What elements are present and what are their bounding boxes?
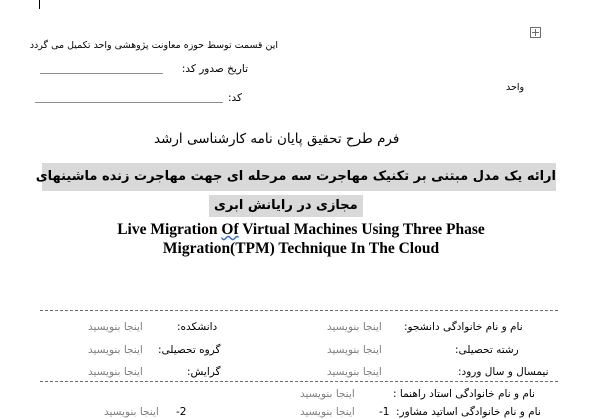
advisor-2-number: -2: [176, 406, 187, 418]
thesis-title-fa-line1: ارائه یک مدل مبتنی بر تکنیک مهاجرت سه مرحله ای جهت مهاجرت زنده ماشینهای: [42, 163, 556, 191]
code-label: کد:: [227, 92, 242, 104]
supervisor-value[interactable]: اینجا بنویسید: [300, 388, 355, 400]
code-field[interactable]: [35, 102, 223, 103]
major-label: رشته تحصیلی:: [455, 344, 519, 356]
form-title: فرم طرح تحقیق پایان نامه کارشناسی ارشد: [154, 131, 400, 147]
thesis-title-en-line2: Migration(TPM) Technique In The Cloud: [162, 240, 440, 257]
title-en-part2: Virtual Machines Using Three Phase: [238, 221, 485, 238]
thesis-title-fa-line2: مجازی در رایانش ابری: [209, 195, 363, 217]
header-note: این قسمت توسط حوزه معاونت پژوهشی واحد تکمیل می گردد: [29, 40, 278, 51]
title-en-of: Of: [221, 221, 239, 238]
advisor-2-value[interactable]: اینجا بنویسید: [104, 406, 159, 418]
text-cursor: [39, 0, 40, 9]
issue-date-label: تاریخ صدور کد:: [181, 63, 248, 75]
advisor-1-number: -1: [379, 406, 390, 418]
major-value[interactable]: اینجا بنویسید: [327, 344, 382, 356]
semester-value[interactable]: اینجا بنویسید: [327, 366, 382, 378]
advisors-label: نام و نام خانوادگی اساتید مشاور:: [396, 406, 541, 418]
group-label: گروه تحصیلی:: [158, 344, 221, 356]
supervisor-label: نام و نام خانوادگی استاد راهنما :: [393, 388, 535, 400]
thesis-title-en-line1: [80, 221, 522, 239]
unit-label: واحد: [506, 82, 525, 93]
table-top-border: [40, 310, 558, 311]
specialization-label: گرایش:: [187, 366, 221, 378]
table-row-separator: [40, 381, 558, 382]
faculty-value[interactable]: اینجا بنویسید: [88, 321, 143, 333]
title-en-part1: Live Migration: [117, 221, 222, 238]
issue-date-field[interactable]: [40, 73, 163, 74]
specialization-value[interactable]: اینجا بنویسید: [88, 366, 143, 378]
faculty-label: دانشکده:: [177, 321, 218, 333]
student-name-value[interactable]: اینجا بنویسید: [327, 321, 382, 333]
group-value[interactable]: اینجا بنویسید: [88, 344, 143, 356]
table-move-handle-icon[interactable]: [530, 27, 541, 38]
student-name-label: نام و نام خانوادگی دانشجو:: [404, 321, 523, 333]
semester-label: نیمسال و سال ورود:: [458, 366, 549, 378]
advisor-1-value[interactable]: اینجا بنویسید: [300, 406, 355, 418]
